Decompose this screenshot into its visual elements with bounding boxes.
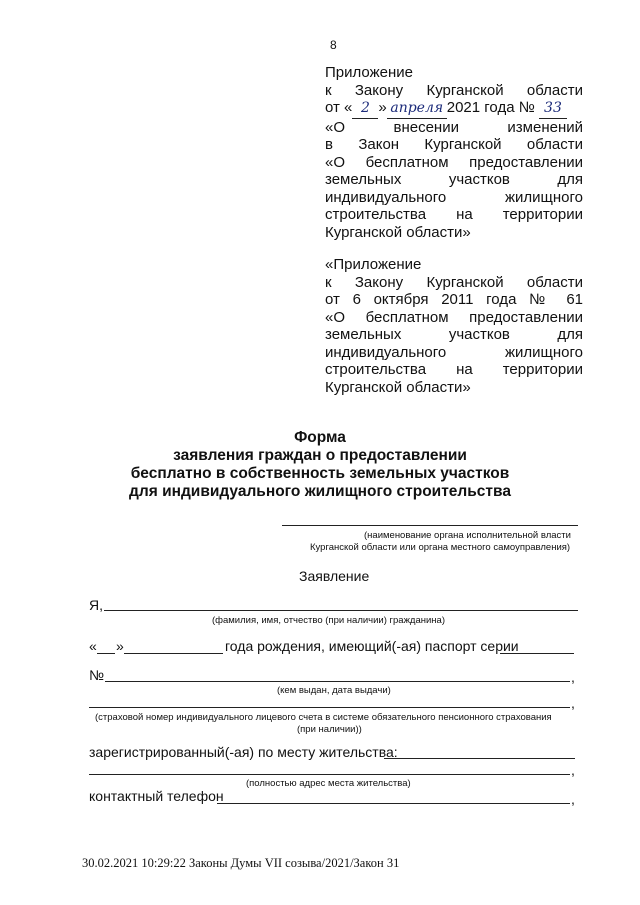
passport-series-field[interactable] [500, 653, 574, 654]
appendix-block [325, 64, 583, 241]
handwritten-day: 2 [352, 99, 378, 119]
number-label: № [89, 667, 105, 683]
appendix-line: индивидуального жилищного [325, 188, 583, 206]
appendix-line: строительства на территории [325, 206, 583, 223]
appendix-line: строительства на территории [325, 361, 583, 378]
snils-field[interactable] [89, 707, 570, 708]
birth-day-field[interactable] [97, 653, 115, 654]
address-continuation-field[interactable] [89, 774, 570, 775]
addressee-field[interactable] [282, 525, 578, 526]
statement-heading: Заявление [299, 568, 370, 584]
full-name-field[interactable] [104, 610, 578, 611]
appendix-line: к Закону Курганской области [325, 273, 584, 291]
appendix-line: «О бесплатном предоставлении [325, 153, 584, 171]
appendix-line: к Закону Курганской области [325, 81, 584, 99]
page-number: 8 [330, 38, 337, 52]
form-title [0, 429, 640, 501]
handwritten-number: 33 [539, 99, 567, 119]
phone-label: контактный телефон [89, 788, 224, 804]
appendix-original-block [325, 256, 583, 396]
full-name-caption: (фамилия, имя, отчество (при наличии) гражданина) [212, 615, 446, 626]
appendix-line: земельных участков для [325, 171, 583, 188]
form-title-line: Форма [294, 429, 346, 446]
appendix-line: «О внесении изменений [325, 118, 583, 136]
snils-caption: (при наличии)) [297, 724, 362, 735]
i-label: Я, [89, 597, 103, 613]
registered-address-field[interactable] [384, 758, 575, 759]
form-title-line: бесплатно в собственность земельных участков [130, 465, 510, 482]
addressee-caption: (наименование органа исполнительной власти [364, 530, 571, 541]
appendix-line: «О бесплатном предоставлении [325, 308, 583, 326]
form-title-line: для индивидуального жилищного строительства [129, 483, 511, 500]
line-comma: , [571, 669, 575, 685]
birth-month-field[interactable] [124, 653, 223, 654]
birth-quote-open: « [89, 638, 97, 654]
appendix-line: земельных участков для [325, 326, 583, 343]
issued-caption: (кем выдан, дата выдачи) [277, 685, 391, 696]
line-comma: , [571, 791, 575, 807]
appendix-line: от 6 октября 2011 года № 61 [325, 291, 584, 308]
form-title-line: заявления граждан о предоставлении [173, 447, 467, 464]
appendix-line: индивидуального жилищного [325, 343, 583, 361]
handwritten-month: апреля [387, 99, 447, 119]
appendix-line: «Приложение [325, 256, 422, 273]
appendix-line: Приложение [325, 64, 413, 81]
appendix-date-line: от « 2 » апреля 2021 года № 33 [325, 99, 583, 119]
birth-passport-text: года рождения, имеющий(-ая) паспорт серии [225, 638, 519, 654]
registered-label: зарегистрированный(-ая) по месту жительства: [89, 744, 398, 760]
address-caption: (полностью адрес места жительства) [246, 778, 411, 789]
appendix-line: в Закон Курганской области [325, 136, 584, 153]
line-comma: , [571, 762, 575, 778]
passport-number-field[interactable] [105, 681, 570, 682]
document-footer: 30.02.2021 10:29:22 Законы Думы VII созыва/2021/Закон 31 [82, 856, 400, 870]
appendix-line: Курганской области» [325, 378, 471, 396]
line-comma: , [571, 695, 575, 711]
birth-quote-close: » [116, 638, 124, 654]
appendix-line: Курганской области» [325, 223, 471, 241]
snils-caption: (страховой номер индивидуального лицевого счета в системе обязательного пенсионного страхования [95, 712, 552, 723]
addressee-caption: Курганской области или органа местного самоуправления) [310, 542, 571, 553]
phone-field[interactable] [217, 803, 570, 804]
